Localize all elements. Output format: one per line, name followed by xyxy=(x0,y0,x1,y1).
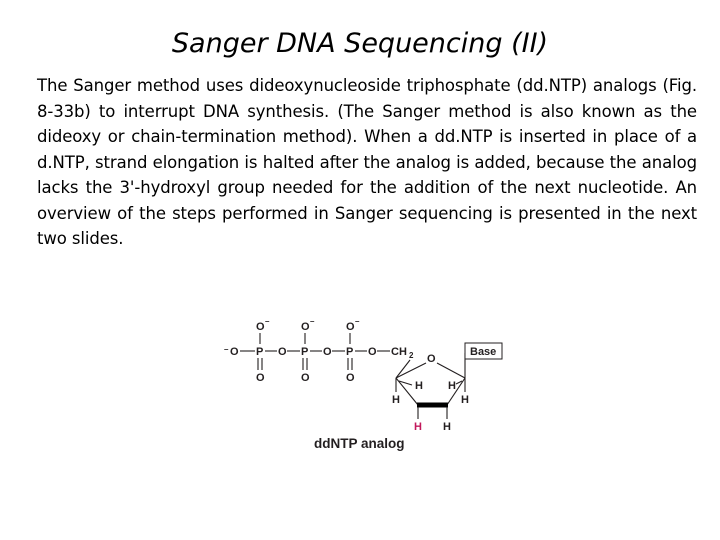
ch2-group: CH xyxy=(391,346,407,358)
c4-hydrogen: H xyxy=(415,380,423,392)
slide-title: Sanger DNA Sequencing (II) xyxy=(171,28,549,59)
phosphate-3-top-charge: – xyxy=(355,317,360,326)
c1-lower-hydrogen: H xyxy=(461,394,469,406)
ch2-subscript: 2 xyxy=(409,351,414,360)
base-label: Base xyxy=(470,346,497,358)
phosphate-2-top-oxygen: O xyxy=(301,321,310,333)
phosphate-3-bottom-oxygen: O xyxy=(346,372,355,384)
phosphorus-1: P xyxy=(256,346,264,358)
terminal-charge: – xyxy=(224,345,229,354)
c1-hydrogen: H xyxy=(448,380,456,392)
phosphate-2-top-charge: – xyxy=(310,317,315,326)
figure-caption: ddNTP analog xyxy=(314,436,405,451)
c3-hydrogen-highlight: H xyxy=(414,421,422,433)
c4-lower-hydrogen: H xyxy=(392,394,400,406)
phosphate-2-bottom-oxygen: O xyxy=(301,372,310,384)
phosphate-1-top-oxygen: O xyxy=(256,321,265,333)
bridge-oxygen-1: O xyxy=(278,346,287,358)
c2-hydrogen: H xyxy=(443,421,451,433)
phosphate-1-bottom-oxygen: O xyxy=(256,372,265,384)
slide-body-text: The Sanger method uses dideoxynucleoside triphosphate (dd.NTP) analogs (Fig. 8-33b) to interrupt DNA synthesis. (The Sanger method is also known as the dideoxy or chain-termination method). When a dd.NTP is inserted in place of a d.NTP, strand elongation is halted after the analog is added, because the analog lacks the 3'-hydroxyl group needed for the addition of the next nucleotide. An overview of the steps performed in Sanger sequencing is presented in the next two slides. xyxy=(37,76,697,248)
ddntp-structure-diagram xyxy=(222,315,512,460)
terminal-oxygen: O xyxy=(230,346,239,358)
ring-oxygen: O xyxy=(427,353,436,365)
phosphate-3-top-oxygen: O xyxy=(346,321,355,333)
phosphorus-3: P xyxy=(346,346,354,358)
phosphorus-2: P xyxy=(301,346,309,358)
phosphate-1-top-charge: – xyxy=(265,317,270,326)
ddntp-structure-figure xyxy=(222,315,512,460)
bridge-oxygen-2: O xyxy=(323,346,332,358)
bridge-oxygen-3: O xyxy=(368,346,377,358)
